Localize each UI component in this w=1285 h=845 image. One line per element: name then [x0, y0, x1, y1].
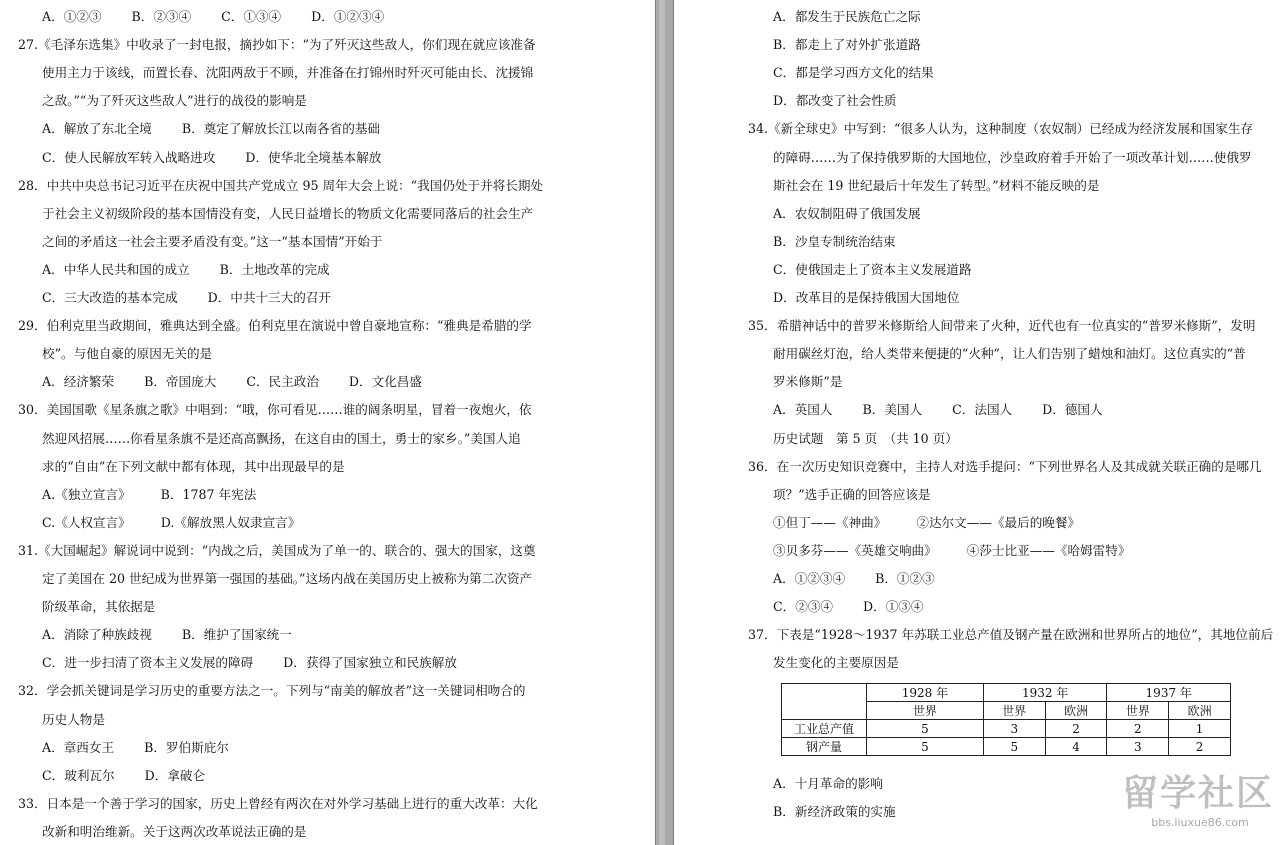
text-line — [42, 9, 414, 25]
table-corner-cell — [782, 684, 867, 720]
text-segment: A．解放了东北全境 — [42, 121, 152, 137]
text-line — [773, 431, 988, 447]
text-segment: A．经济繁荣 — [42, 374, 115, 390]
text-line — [773, 655, 929, 671]
text-segment: D．都改变了社会性质 — [773, 93, 897, 109]
table-header-row — [782, 684, 1231, 702]
soviet-output-table — [781, 683, 1231, 756]
watermark-url: bbs.liuxue86.com — [1151, 816, 1249, 829]
text-line — [42, 234, 412, 250]
text-line — [42, 206, 563, 222]
table-year-header: 1937 年 — [1107, 684, 1231, 702]
text-line — [773, 262, 1002, 278]
text-segment: C．都是学习西方文化的结果 — [773, 65, 934, 81]
question-line — [18, 37, 566, 53]
text-segment: 32．学会抓关键词是学习历史的重要方法之一。下列与“南美的解放者”这一关键词相吻合的 — [18, 683, 526, 699]
table-cell: 5 — [867, 738, 984, 756]
text-line — [42, 150, 411, 166]
text-segment: 定了美国在 20 世纪成为世界第一强国的基础。”这场内战在美国历史上被称为第二次资产 — [42, 571, 533, 586]
text-segment: B．①②③ — [875, 571, 935, 586]
text-segment: B．罗伯斯庇尔 — [144, 739, 229, 755]
text-segment: 37．下表是“1928～1937 年苏联工业总产值及钢产量在欧洲和世界所占的地位”，其地位前后 — [748, 627, 1274, 643]
text-segment: ③贝多芬——《英雄交响曲》 — [773, 542, 937, 558]
text-segment: A．中华人民共和国的成立 — [42, 261, 190, 277]
text-segment: D．拿破仑 — [144, 767, 206, 783]
text-segment: A．英国人 — [773, 402, 833, 418]
text-segment: C．使俄国走上了资本主义发展道路 — [773, 261, 972, 277]
text-line — [773, 543, 1160, 559]
table-subheader: 世界 — [983, 702, 1045, 720]
table-row-label: 工业总产值 — [782, 720, 867, 738]
table-cell: 5 — [983, 738, 1045, 756]
text-segment: D．文化昌盛 — [348, 374, 422, 390]
text-line — [42, 93, 337, 109]
text-segment: A．章西女王 — [42, 739, 115, 755]
table-cell: 5 — [867, 720, 984, 738]
text-segment: D.《解放黑人奴隶宣言》 — [160, 514, 301, 530]
text-segment: 34.《新全球史》中写到：“很多人认为，这种制度（农奴制）已经成为经济发展和国家生存 — [748, 121, 1254, 137]
text-segment: A．①②③ — [42, 9, 102, 24]
text-segment: D．使华北全境基本解放 — [245, 149, 382, 165]
text-line — [42, 121, 410, 137]
page-gutter — [655, 0, 674, 845]
question-line — [18, 178, 573, 194]
text-line — [773, 346, 1276, 362]
text-line — [42, 65, 563, 81]
question-line — [748, 318, 1285, 334]
text-segment: D．获得了国家独立和民族解放 — [283, 655, 457, 671]
text-segment: A．都发生于民族危亡之际 — [773, 9, 921, 24]
text-segment: B．奠定了解放长江以南各省的基础 — [181, 121, 381, 137]
text-segment: 历史人物是 — [42, 711, 105, 727]
text-segment: B．1787 年宪法 — [160, 486, 257, 502]
text-segment: C．法国人 — [952, 402, 1013, 418]
text-line — [773, 402, 1133, 418]
table-cell: 3 — [1107, 738, 1169, 756]
text-segment: 发生变化的主要原因是 — [773, 655, 899, 671]
text-segment: ④莎士比亚——《哈姆雷特》 — [966, 542, 1131, 558]
text-line — [773, 65, 964, 81]
text-segment: A．农奴制阻碍了俄国发展 — [773, 205, 921, 221]
text-segment: 于社会主义初级阶段的基本国情没有变，人民日益增长的物质文化需要同落后的社会生产 — [42, 205, 534, 221]
table-row — [782, 738, 1231, 756]
text-segment: C．进一步扫清了资本主义发展的障碍 — [42, 655, 254, 671]
text-segment: 27.《毛泽东选集》中收录了一封电报，摘抄如下：“为了歼灭这些敌人，你们现在就应该准备 — [18, 37, 536, 53]
text-segment: 然迎风招展……你看星条旗不是还高高飘扬，在这自由的国土，勇士的家乡。”美国人追 — [42, 430, 521, 446]
site-watermark — [1118, 772, 1278, 834]
text-line — [42, 627, 322, 643]
text-segment: D．改革目的是保持俄国大国地位 — [773, 290, 960, 305]
text-segment: C．玻利瓦尔 — [42, 767, 115, 783]
question-line — [18, 683, 555, 699]
table-cell: 2 — [1169, 738, 1231, 756]
text-segment: C.《人权宣言》 — [42, 514, 131, 530]
text-segment: 之敌。”“为了歼灭这些敌人”进行的战役的影响是 — [42, 93, 307, 109]
table-cell: 1 — [1169, 720, 1231, 738]
table-row-label: 钢产量 — [782, 738, 867, 756]
text-line — [773, 515, 1110, 531]
question-line — [748, 121, 1283, 137]
text-segment: A．①②③④ — [773, 571, 846, 586]
text-segment: B．美国人 — [862, 402, 923, 418]
table-subheader: 欧洲 — [1045, 702, 1107, 720]
table-cell: 3 — [983, 720, 1045, 738]
text-segment: 罗米修斯”是 — [773, 374, 843, 390]
text-segment: D．中共十三大的召开 — [207, 290, 332, 305]
question-line — [18, 796, 568, 812]
text-line — [773, 150, 1282, 166]
text-segment: 30．美国国歌《星条旗之歌》中唱到：“哦，你可看见……谁的阔条明星，冒着一夜炮火，依 — [18, 402, 532, 418]
text-segment: 项？”选手正确的回答应该是 — [773, 486, 931, 502]
question-line — [18, 543, 566, 559]
text-segment: C．使人民解放军转入战略进攻 — [42, 149, 216, 165]
text-line — [42, 290, 361, 306]
text-segment: 之间的矛盾这一社会主要矛盾没有变。”这一“基本国情”开始于 — [42, 233, 383, 249]
text-segment: ①但丁——《神曲》 — [773, 514, 887, 530]
table-year-header: 1932 年 — [983, 684, 1107, 702]
text-line — [42, 459, 375, 475]
text-segment: B．维护了国家统一 — [181, 627, 292, 643]
text-line — [42, 740, 259, 756]
table-row — [782, 720, 1231, 738]
text-line — [42, 487, 286, 503]
question-line — [748, 459, 1285, 475]
text-segment: C．②③④ — [773, 599, 834, 615]
text-line — [773, 487, 961, 503]
text-segment: B．都走上了对外扩张道路 — [773, 37, 921, 53]
text-segment: B．土地改革的完成 — [219, 261, 330, 277]
question-line — [18, 318, 562, 334]
text-segment: D．①③④ — [863, 599, 924, 615]
text-line — [42, 599, 185, 615]
text-segment: C．三大改造的基本完成 — [42, 290, 178, 305]
text-line — [773, 9, 951, 25]
text-segment: 31.《大国崛起》解说词中说到：“内战之后，美国成为了单一的、联合的、强大的国家，这奠 — [18, 542, 536, 558]
option-line: A．十月革命的影响 — [773, 776, 883, 791]
table-subheader: 世界 — [1107, 702, 1169, 720]
text-segment: 33．日本是一个善于学习的国家，历史上曾经有两次在对外学习基础上进行的重大改革：大化 — [18, 795, 538, 811]
text-segment: 29．伯利克里当政期间，雅典达到全盛。伯利克里在演说中曾自豪地宣称：“雅典是希腊的学 — [18, 318, 532, 334]
text-segment: 改新和明治维新。关于这两次改革说法正确的是 — [42, 823, 307, 839]
table-cell: 2 — [1045, 720, 1107, 738]
text-segment: A．消除了种族歧视 — [42, 627, 152, 643]
text-line — [42, 262, 360, 278]
text-line — [773, 599, 954, 615]
text-segment: C．①③④ — [221, 9, 282, 24]
text-line — [42, 655, 487, 671]
table-subheader: 世界 — [867, 702, 984, 720]
text-segment: ②达尔文——《最后的晚餐》 — [916, 514, 1081, 530]
text-line — [42, 515, 330, 531]
text-segment: 斯社会在 19 世纪最后十年发生了转型。”材料不能反映的是 — [773, 177, 1100, 193]
text-line — [42, 346, 242, 362]
question-line — [748, 627, 1285, 643]
text-line — [773, 290, 989, 306]
text-segment: 使用主力于该线，而置长春、沈阳两敌于不顾，并准备在打锦州时歼灭可能由长、沈援锦 — [42, 65, 534, 81]
table-subheader: 欧洲 — [1169, 702, 1231, 720]
option-line: B．新经济政策的实施 — [773, 804, 896, 819]
text-segment: B．②③④ — [131, 9, 192, 24]
text-segment: 36．在一次历史知识竞赛中，主持人对选手提问：“下列世界名人及其成就关联正确的是哪几 — [748, 458, 1262, 474]
text-segment: D．①②③④ — [311, 9, 385, 24]
text-line — [42, 712, 135, 728]
text-line — [773, 206, 951, 222]
text-line — [773, 37, 951, 53]
text-line — [42, 768, 235, 784]
text-segment: 28．中共中央总书记习近平在庆祝中国共产党成立 95 周年大会上说：“我国仍处于并将长期处 — [18, 177, 544, 193]
text-line — [773, 571, 965, 587]
text-segment: A.《独立宣言》 — [42, 486, 131, 502]
text-line — [773, 178, 1129, 194]
text-line — [42, 374, 452, 390]
table-year-header: 1928 年 — [867, 684, 984, 702]
table-cell: 2 — [1107, 720, 1169, 738]
text-line — [773, 93, 926, 109]
text-line — [42, 431, 551, 447]
text-segment: 的障碍……为了保持俄罗斯的大国地位，沙皇政府着手开始了一项改革计划……使俄罗 — [773, 149, 1252, 165]
text-line — [773, 374, 872, 390]
text-line — [773, 234, 926, 250]
text-segment: 阶级革命，其依据是 — [42, 599, 156, 615]
question-line — [18, 402, 562, 418]
watermark-logo: 留学社区 — [1121, 773, 1274, 814]
text-segment: 35．希腊神话中的普罗米修斯给人间带来了火种，近代也有一位真实的“普罗米修斯”，发明 — [748, 318, 1256, 334]
text-segment: B．沙皇专制统治结束 — [773, 233, 896, 249]
text-segment: D．德国人 — [1042, 402, 1103, 418]
text-segment: 校”。与他自豪的原因无关的是 — [42, 346, 213, 362]
text-segment: 求的“自由”在下列文献中都有体现，其中出现最早的是 — [42, 458, 345, 474]
text-segment: B．帝国庞大 — [144, 374, 217, 390]
table-cell: 4 — [1045, 738, 1107, 756]
text-segment: 耐用碳丝灯泡，给人类带来便捷的“火种”，让人们告别了蜡烛和油灯。这位真实的“普 — [773, 346, 1246, 362]
text-segment: 历史试题 第 5 页 （共 10 页） — [773, 430, 958, 446]
text-line — [42, 571, 562, 587]
text-line — [42, 824, 336, 840]
text-segment: C．民主政治 — [246, 374, 319, 390]
